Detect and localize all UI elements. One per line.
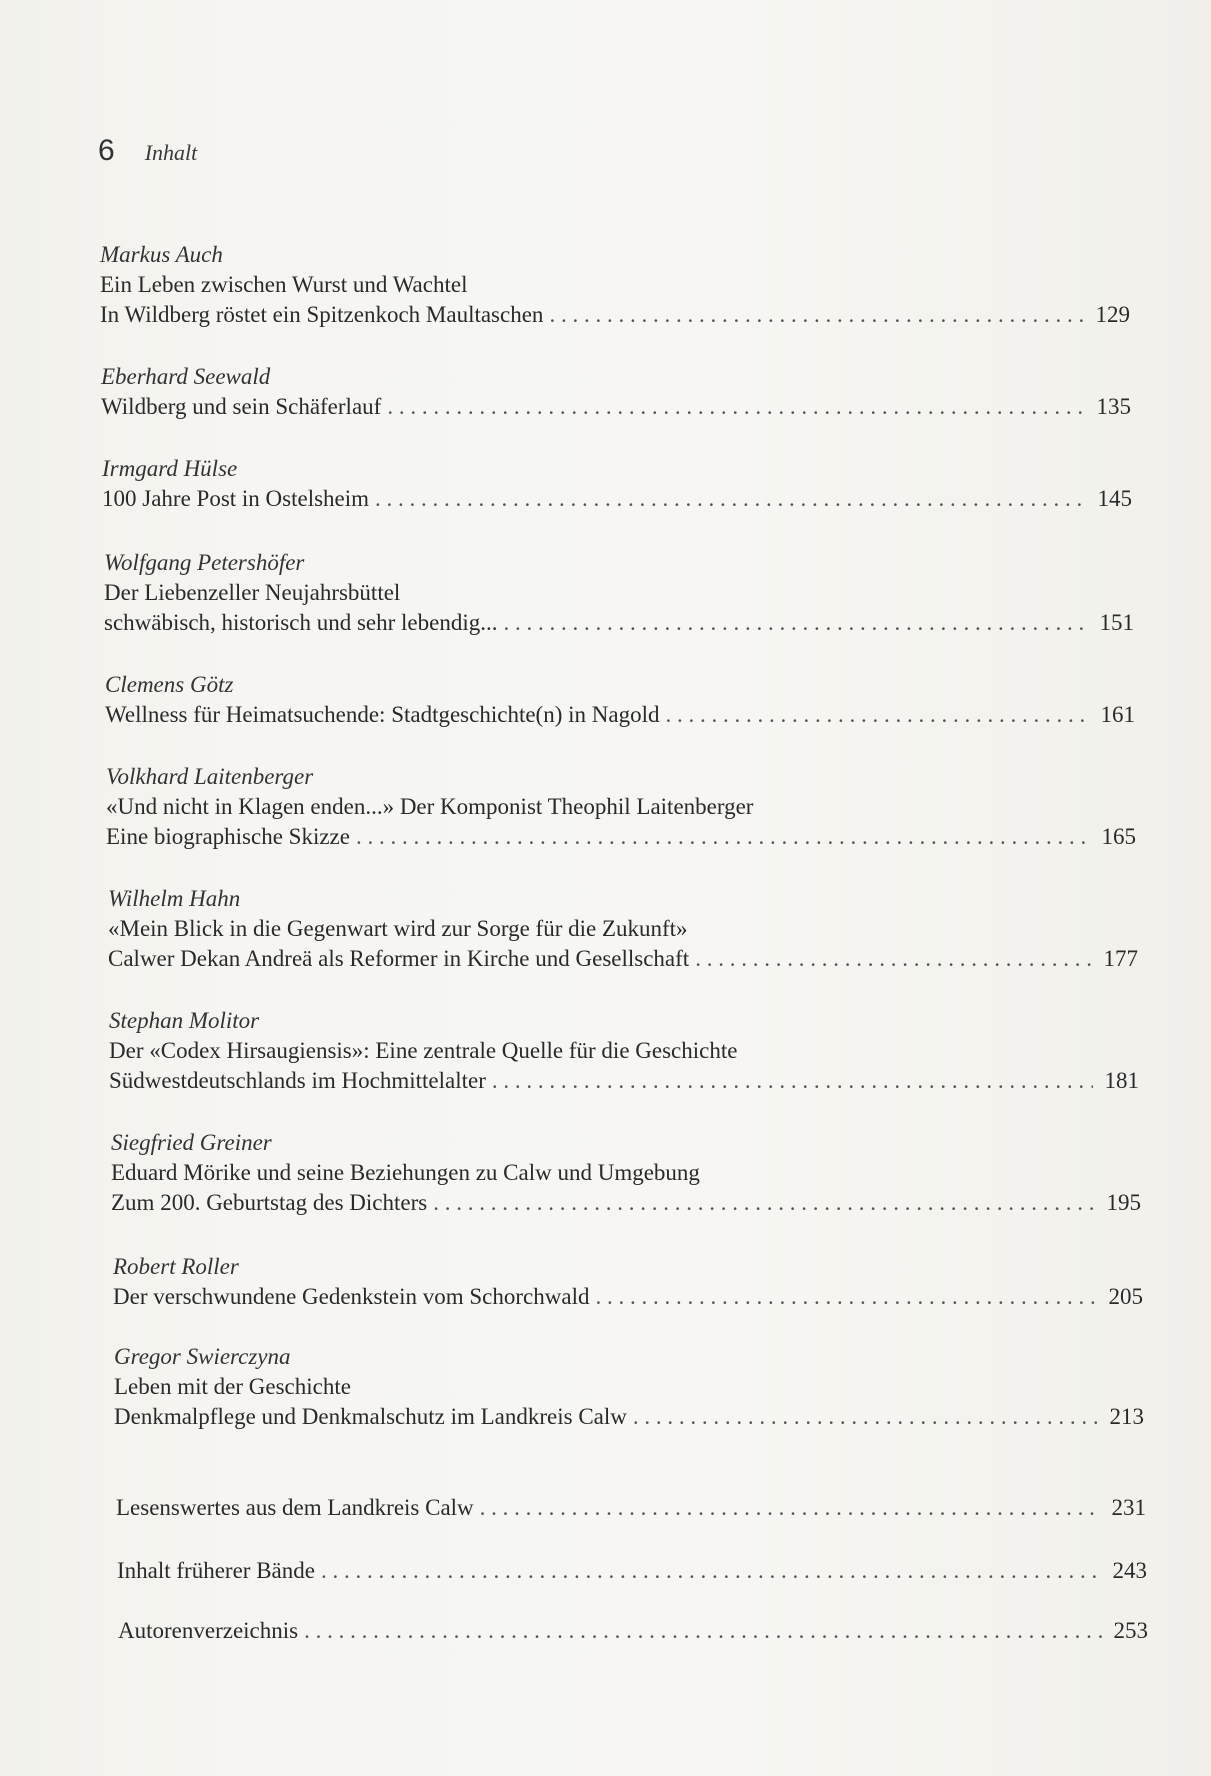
toc-title: Denkmalpflege und Denkmalschutz im Landkreis Calw — [114, 1404, 627, 1429]
toc-title-line: «Und nicht in Klagen enden...» Der Komponist Theophil Laitenberger — [106, 794, 754, 819]
toc-page: 177 — [1103, 946, 1138, 971]
toc-title-last — [111, 1188, 1141, 1218]
toc-page: 243 — [1112, 1558, 1147, 1583]
toc-title-last — [104, 608, 1134, 638]
toc-title-line: Der Liebenzeller Neujahrsbüttel — [104, 580, 401, 605]
toc-page: 151 — [1099, 610, 1134, 635]
toc-title: Wildberg und sein Schäferlauf — [101, 394, 382, 419]
toc-title: Lesenswertes aus dem Landkreis Calw — [116, 1495, 474, 1520]
toc-author: Irmgard Hülse — [102, 456, 238, 481]
toc-page: 129 — [1095, 302, 1130, 327]
toc-entry — [114, 1342, 1144, 1432]
toc-author: Gregor Swierczyna — [114, 1344, 291, 1369]
toc-page: 213 — [1109, 1404, 1144, 1429]
toc-title-last — [109, 1066, 1139, 1096]
toc-title-last — [117, 1556, 1147, 1586]
toc-author: Stephan Molitor — [109, 1008, 260, 1033]
toc-title: Eine biographische Skizze — [106, 824, 350, 849]
toc-author: Siegfried Greiner — [111, 1130, 272, 1155]
toc-author: Clemens Götz — [105, 672, 234, 697]
toc-author: Volkhard Laitenberger — [106, 764, 314, 789]
dot-leader — [433, 1188, 1095, 1218]
toc-title: Südwestdeutschlands im Hochmittelalter — [109, 1068, 486, 1093]
toc-title-line: Ein Leben zwischen Wurst und Wachtel — [100, 272, 468, 297]
toc-entry — [106, 762, 1136, 852]
toc-extra-entry — [117, 1556, 1147, 1586]
toc-entry — [105, 670, 1135, 730]
toc-entry — [100, 240, 1130, 330]
dot-leader — [480, 1493, 1100, 1523]
toc-title: Der verschwundene Gedenkstein vom Schorchwald — [113, 1284, 590, 1309]
toc-title-last — [100, 300, 1130, 330]
toc-title: Inhalt früherer Bände — [117, 1558, 315, 1583]
toc-title: schwäbisch, historisch und sehr lebendig... — [104, 610, 498, 635]
toc-title-last — [116, 1493, 1146, 1523]
dot-leader — [356, 822, 1090, 852]
toc-title-last — [113, 1282, 1143, 1312]
dot-leader — [492, 1066, 1093, 1096]
toc-entry — [111, 1128, 1141, 1218]
toc-page: 231 — [1111, 1495, 1146, 1520]
toc-title: Zum 200. Geburtstag des Dichters — [111, 1190, 428, 1215]
toc-entry — [113, 1252, 1143, 1312]
running-title: Inhalt — [144, 140, 198, 165]
toc-author: Markus Auch — [100, 242, 223, 267]
toc-entry — [109, 1006, 1139, 1096]
toc-author: Robert Roller — [113, 1254, 239, 1279]
toc-page: 161 — [1100, 702, 1135, 727]
toc-page: 181 — [1104, 1068, 1139, 1093]
toc-title-last — [118, 1616, 1148, 1646]
toc-extra-entry — [118, 1616, 1148, 1646]
dot-leader — [304, 1616, 1102, 1646]
toc-title-line: Der «Codex Hirsaugiensis»: Eine zentrale Quelle für die Geschichte — [109, 1038, 738, 1063]
dot-leader — [633, 1402, 1098, 1432]
toc-page: 165 — [1101, 824, 1136, 849]
toc-title-last — [106, 822, 1136, 852]
toc-title-line: Eduard Mörike und seine Beziehungen zu Calw und Umgebung — [111, 1160, 700, 1185]
toc-title: Calwer Dekan Andreä als Reformer in Kirche und Gesellschaft — [108, 946, 690, 971]
toc-entry — [108, 884, 1138, 974]
toc-extra-entry — [116, 1493, 1146, 1523]
dot-leader — [595, 1282, 1097, 1312]
toc-title: Wellness für Heimatsuchende: Stadtgeschichte(n) in Nagold — [105, 702, 660, 727]
toc-author: Eberhard Seewald — [101, 364, 271, 389]
toc-page: 205 — [1108, 1284, 1143, 1309]
toc-title-last — [101, 392, 1131, 422]
toc-entry — [102, 454, 1132, 514]
toc-page: 145 — [1097, 486, 1132, 511]
toc-page: 195 — [1106, 1190, 1141, 1215]
dot-leader — [387, 392, 1085, 422]
toc-entry — [104, 548, 1134, 638]
toc-title-last — [102, 484, 1132, 514]
toc-author: Wilhelm Hahn — [108, 886, 241, 911]
dot-leader — [695, 944, 1092, 974]
toc-title-last — [108, 944, 1138, 974]
dot-leader — [375, 484, 1086, 514]
dot-leader — [503, 608, 1088, 638]
toc-title-last — [105, 700, 1135, 730]
toc-title-last — [114, 1402, 1144, 1432]
toc-entry — [101, 362, 1131, 422]
toc-author: Wolfgang Petershöfer — [104, 550, 305, 575]
dot-leader — [665, 700, 1089, 730]
toc-title-line: Leben mit der Geschichte — [114, 1374, 351, 1399]
dot-leader — [549, 300, 1084, 330]
dot-leader — [321, 1556, 1101, 1586]
page-header — [98, 134, 197, 168]
toc-title-line: «Mein Blick in die Gegenwart wird zur Sorge für die Zukunft» — [108, 916, 688, 941]
toc-title: 100 Jahre Post in Ostelsheim — [102, 486, 370, 511]
toc-title: In Wildberg röstet ein Spitzenkoch Maultaschen — [100, 302, 544, 327]
toc-title: Autorenverzeichnis — [118, 1618, 299, 1643]
toc-page: 135 — [1096, 394, 1131, 419]
page-number: 6 — [98, 134, 115, 167]
toc-page: 253 — [1113, 1618, 1148, 1643]
